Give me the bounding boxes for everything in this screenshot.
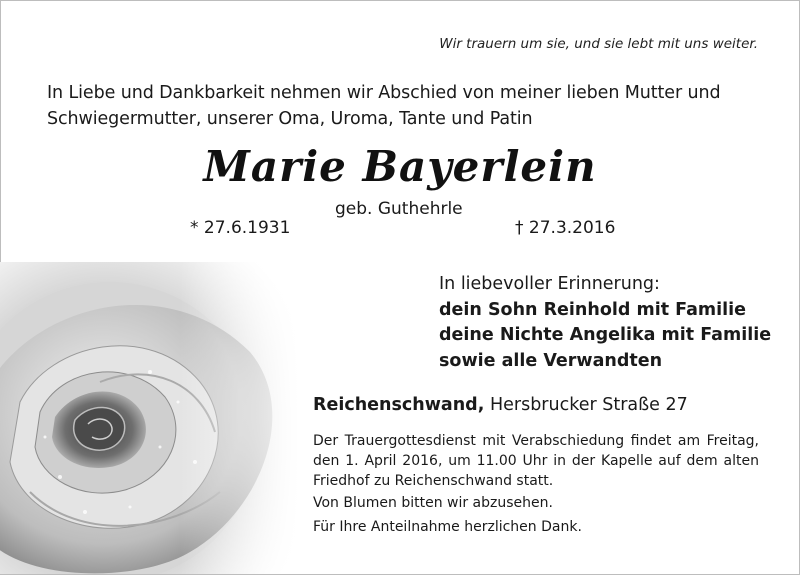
death-date: † 27.3.2016 bbox=[515, 218, 616, 238]
flowers-note: Von Blumen bitten wir abzusehen. bbox=[313, 495, 553, 511]
birth-date: * 27.6.1931 bbox=[190, 218, 291, 238]
thanks-note: Für Ihre Anteilnahme herzlichen Dank. bbox=[313, 519, 582, 535]
mourners-lead: In liebevoller Erinnerung: bbox=[439, 274, 660, 294]
rose-photo-icon bbox=[0, 262, 300, 574]
mourners-block bbox=[439, 272, 771, 374]
mourner-line: deine Nichte Angelika mit Familie bbox=[439, 325, 772, 345]
mourner-line: sowie alle Verwandten bbox=[439, 350, 663, 371]
motto: Wir trauern um sie, und sie lebt mit uns weiter. bbox=[439, 36, 758, 52]
mourner-line: dein Sohn Reinhold mit Familie bbox=[439, 299, 747, 320]
address bbox=[313, 395, 688, 415]
address-place: Reichenschwand, bbox=[313, 395, 485, 415]
service-text: Der Trauergottesdienst mit Verabschiedung findet am Freitag, den 1. April 2016, um 11.00 Uhr in der Kapelle auf dem alten Friedhof zu Reichenschwand statt. bbox=[313, 433, 759, 489]
deceased-name: Marie Bayerlein bbox=[203, 142, 597, 191]
address-street: Hersbrucker Straße 27 bbox=[489, 395, 688, 415]
intro-text: In Liebe und Dankbarkeit nehmen wir Abschied von meiner lieben Mutter und Schwiegermutter, unserer Oma, Uroma, Tante und Patin bbox=[47, 83, 721, 129]
birth-name: geb. Guthehrle bbox=[335, 199, 463, 219]
